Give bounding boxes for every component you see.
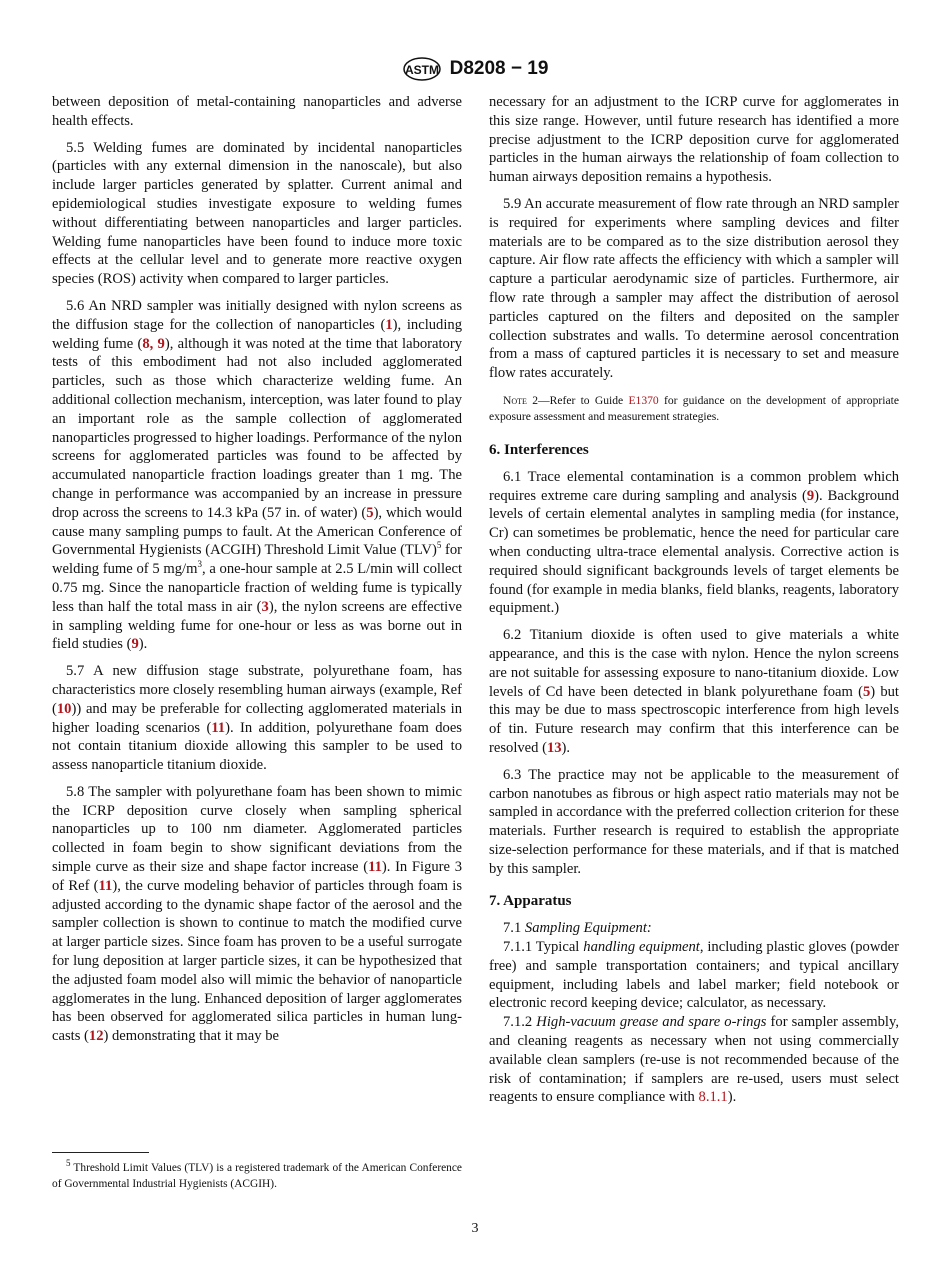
paragraph-5-9 [489,195,899,383]
text-run: ). [727,1089,737,1106]
reference-link[interactable]: 5 [366,504,374,521]
paragraph-continuation [52,93,462,131]
document-designation: D8208 − 19 [449,58,549,79]
footnote-5 [52,1158,462,1192]
svg-text:ASTM: ASTM [404,63,439,77]
text-run: 5.6 An NRD sampler was initially designed with nylon screens as the diffusion stage for the collection of nanoparticles ( [52,297,462,333]
reference-link[interactable]: 11 [368,859,382,876]
text-run: ). Background levels of certain elemental analytes in sampling media (for instance, Cr) can sometimes be problematic, hence the need for particular care when conducting ultra-trace elemental analysis. Corrective action is required should significant backgrounds levels of target elements be found (for example in media blanks, field blanks, reagents, laboratory equipment.) [489,487,899,617]
reference-link[interactable]: 5 [862,683,871,700]
text-run: for guidance on the development of appropriate exposure assessment and measurement strategies. [489,393,899,423]
paragraph-5-6 [52,297,462,654]
paragraph-5-5 [52,139,462,289]
right-column [489,93,899,1115]
text-run: , a one-hour sample at 2.5 L/min will collect 0.75 mg. Since the nanoparticle fraction of welding fume is typically less than half the total mass in air ( [52,561,463,615]
page-number: 3 [471,1221,479,1236]
text-run: ), which would cause many sampling pumps to fault. At the American Conference of Governmental Hygienists (ACGIH) Threshold Limit Value (TLV) [52,504,462,559]
footnote-ref: 5 [436,540,442,551]
text-run: ). In addition, polyurethane foam does not contain titanium dioxide allowing this sampler to be used to assess nanoparticle titanium dioxide. [52,719,462,774]
paragraph-6-1 [489,468,899,618]
text-run: between deposition of metal-containing nanoparticles and adverse health effects. [52,94,462,129]
text-run: ), although it was noted at the time that laboratory tests of this embodiment had not also included agglomerated particles, such as those which characterize welding fume. An additional collection mechanism, interception, was later found to play an important role as the sample collection of agglomerated nanoparticles progressed to higher loadings. Performance of the nylon screens for agglomerated particles was found to be affected by accumulated nanoparticle fraction loadings greater than 1 mg. The change in performance was accompanied by an increase in pressure drop across the screens to 14.3 kPa (57 in. of water) ( [52,335,463,521]
paragraph-5-7 [52,662,462,775]
section-heading-apparatus: 7. Apparatus [489,893,572,910]
footnote-ref: 3 [197,559,202,570]
text-run: ). [138,636,148,653]
reference-link[interactable]: 11 [211,719,226,736]
italic-text: High-vacuum grease and spare o-rings [536,1014,767,1031]
text-run: 6.3 The practice may not be applicable to the measurement of carbon nanotubes as fibrous or high aspect ratio materials may not be sampled in accordance with the preferred collection criterion for these materials. Further research is required to establish the appropriate size-selection performance for these materials, and if that is matched by this sampler. [489,766,899,877]
paragraph-7-1 [489,919,899,938]
reference-link[interactable]: 11 [98,877,113,894]
text-run: 7.1.2 [503,1014,537,1031]
standard-link[interactable]: 8.1.1 [698,1089,728,1106]
paragraph-7-1-2 [489,1013,899,1107]
section-heading-interferences: 6. Interferences [489,441,589,458]
reference-link[interactable]: 13 [546,739,562,756]
paragraph-5-8 [52,783,462,1046]
footnote-text: Threshold Limit Values (TLV) is a registered trademark of the American Conference of Governmental Industrial Hygienists (ACGIH). [52,1162,462,1190]
text-run: ), including welding fume ( [52,316,462,352]
paragraph-7-1-1 [489,938,899,1013]
text-run: ) demonstrating that it may be [103,1028,279,1045]
reference-link[interactable]: 9 [806,487,815,504]
text-run: ), the curve modeling behavior of particles through foam is adjusted according to the dynamic shape factor of the aerosol and the sampler collection is shown to continue to match the modified curve at larger particle sizes. Since foam has proven to be a useful surrogate for lung deposition at larger particle sizes, it can be hypothesized that the adjusted foam model also will mimic the behavior of nanoparticle agglomerates in the lung. Enhanced deposition of larger agglomerates has been observed for agglomerated silica particles in human lung-casts ( [52,877,462,1045]
text-run: 5.5 Welding fumes are dominated by incidental nanoparticles (particles with any external dimension in the nanoscale), but also include larger particles generated by splatter. Current animal and epidemiological studies investigate exposure to welding fumes without differentiating between nanoparticles and larger particles. Welding fume nanoparticles have been found to induce more toxic effects at the cellular level and to generate more reactive oxygen species (ROS) activity when compared to larger particles. [52,139,462,288]
reference-link[interactable]: 1 [385,316,393,333]
reference-link[interactable]: 12 [88,1028,104,1045]
text-run: 6.1 Trace elemental contamination is a common problem which requires extreme care during sampling and analysis ( [489,468,899,504]
text-run: 7.1.1 Typical [503,939,584,956]
paragraph-5-8-continuation [489,93,899,187]
footnote-marker: 5 [66,1158,71,1169]
text-run: 5.8 The sampler with polyurethane foam has been shown to mimic the ICRP deposition curve closely when sampling spherical nanoparticles up to 100 nm diameter. Agglomerated particles collected in foam begin to show significant deviations from the simple curve as their size and shape factor increase ( [52,783,462,876]
text-run: )) and may be preferable for collecting agglomerated materials in higher loading scenarios ( [52,700,462,736]
text-run: 7.1 [503,920,525,937]
astm-logo-icon [402,56,442,82]
text-run: ). [561,739,571,756]
paragraph-6-3 [489,766,899,879]
text-run: 2—Refer to Guide [526,393,629,407]
italic-text: Sampling Equipment: [524,920,652,937]
text-run: ), the nylon screens are effective in sampling welding fume for one-hour or less as was borne out in field studies ( [52,598,463,653]
note-2 [489,393,899,425]
text-run: 5.9 An accurate measurement of flow rate through an NRD sampler is required for experiments where sampling devices and filter materials are to be compared as to the size distribution aerosol they capture. Air flow rate affects the efficiency with which a sampler will capture a particular aerodynamic size of particles. Furthermore, air flow rate through a sampler may affect the distribution of aerosol particles captured on the filters and deposited on the sampler collection substrates and walls. To determine aerosol concentration from a mass of captured particles it is necessary to set and measure flow rates accurately. [489,195,899,382]
footnote-divider [52,1152,149,1153]
reference-link[interactable]: 9 [131,636,139,653]
reference-link[interactable]: 3 [261,598,269,615]
italic-text: handling equipment [583,939,700,956]
note-label: Note [503,393,527,407]
reference-link[interactable]: 10 [56,700,72,717]
text-run: 6.2 Titanium dioxide is often used to give materials a white appearance, and this is the case with nylon. Hence the nylon screens are not suitable for assessing exposure to nano-titanium dioxide. Low levels of Cd have been detected in blank polyurethane foam ( [489,627,899,700]
reference-link[interactable]: 8, 9 [142,335,165,352]
paragraph-6-2 [489,626,899,758]
text-run: for welding fume of 5 mg/m [52,542,462,578]
text-run: for sampler assembly, and cleaning reagents as necessary when not using commercially available clean samplers (re-use is not recommended because of the risk of contamination; if samplers are re-used, users must select reagents to ensure compliance with [489,1014,899,1106]
text-run: 5.7 A new diffusion stage substrate, polyurethane foam, has characteristics more closely resembling human airways (example, Ref ( [52,663,462,717]
text-run: ). In Figure 3 of Ref ( [52,859,462,894]
left-column [52,93,462,1054]
standard-link[interactable]: E1370 [628,393,659,407]
text-run: ) but this may be due to mass spectroscopic interference from high levels of tin. Future research may confirm that this interference can be resolved ( [489,683,899,756]
page-header [0,56,950,82]
text-run: necessary for an adjustment to the ICRP curve for agglomerates in this size range. However, until future research has identified a more precise adjustment to the ICRP deposition curve for agglomerated particles in the human airways the relationship of foam collection to human airways deposition remains a hypothesis. [489,94,899,186]
text-run: , including plastic gloves (powder free) and sample transportation containers; and typical ancillary equipment, including labels and label marker; field notebook or electronic record keeping device; calculator, as necessary. [489,939,899,1012]
